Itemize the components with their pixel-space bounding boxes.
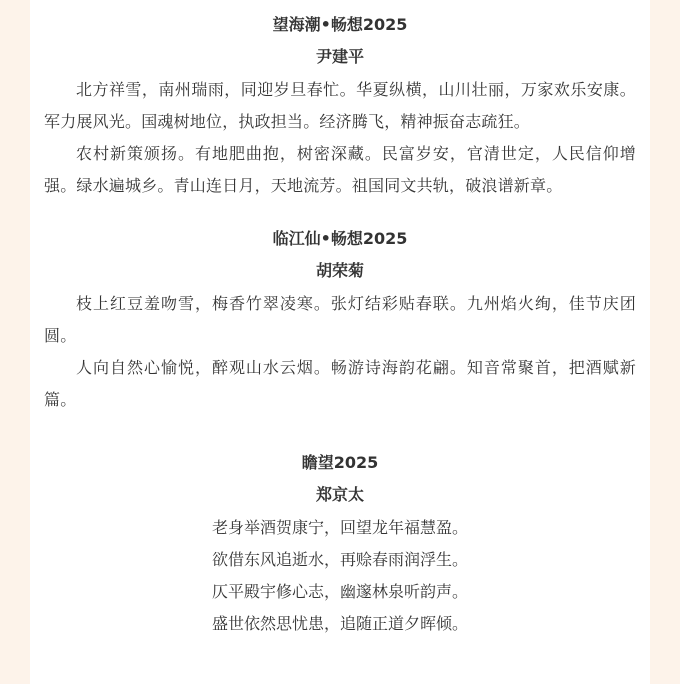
poem-author: 郑京太 bbox=[315, 485, 364, 504]
section-spacer bbox=[44, 416, 636, 450]
poem-paragraph: 枝上红豆羞吻雪，梅香竹翠凌寒。张灯结彩贴春联。九州焰火绚，佳节庆团圆。 bbox=[44, 294, 636, 345]
poem-paragraph: 人向自然心愉悦，醉观山水云烟。畅游诗海韵花翩。知音常聚首，把酒赋新篇。 bbox=[44, 358, 636, 409]
article-content bbox=[44, 12, 636, 640]
poem-zhanwang bbox=[44, 450, 636, 640]
poem-title: 瞻望2025 bbox=[301, 453, 379, 472]
poem-title: 望海潮•畅想2025 bbox=[272, 15, 408, 34]
poem-title: 临江仙•畅想2025 bbox=[272, 229, 408, 248]
poem-wanghaichao bbox=[44, 12, 636, 202]
poem-author: 胡荣菊 bbox=[315, 261, 364, 280]
poem-author: 尹建平 bbox=[315, 47, 364, 66]
poem-linjiangxian bbox=[44, 226, 636, 416]
poem-line: 老身举酒贺康宁，回望龙年福慧盈。 bbox=[211, 518, 468, 537]
poem-paragraph: 农村新策颁扬。有地肥曲抱，树密深藏。民富岁安，官清世定，人民信仰增强。绿水遍城乡。青山连日月，天地流芳。祖国同文共轨，破浪谱新章。 bbox=[44, 144, 636, 195]
section-spacer bbox=[44, 202, 636, 226]
article-page bbox=[30, 0, 650, 684]
poem-line: 盛世依然思忧患，追随正道夕晖倾。 bbox=[211, 614, 468, 633]
poem-line: 仄平殿宇修心志，幽邃林泉听韵声。 bbox=[211, 582, 468, 601]
poem-line: 欲借东风追逝水，再赊春雨润浮生。 bbox=[211, 550, 468, 569]
poem-paragraph: 北方祥雪，南州瑞雨，同迎岁旦春忙。华夏纵横，山川壮丽，万家欢乐安康。军力展风光。国魂树地位，执政担当。经济腾飞，精神振奋志疏狂。 bbox=[44, 80, 636, 131]
